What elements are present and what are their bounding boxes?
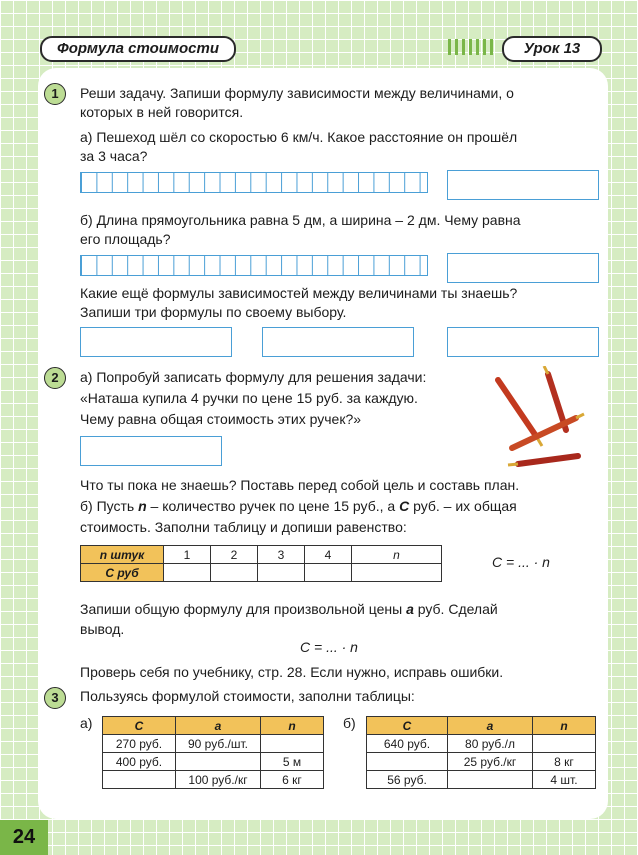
task1c-line2: Запиши три формулы по своему выбору.	[80, 304, 347, 320]
table-cell[interactable]	[176, 753, 261, 771]
table-row	[103, 717, 324, 735]
table-cell[interactable]	[211, 564, 258, 582]
table-cell: 8 кг	[533, 753, 596, 771]
table-row	[367, 753, 596, 771]
table-row	[81, 564, 442, 582]
table-cell: 100 руб./кг	[176, 771, 261, 789]
table-cell[interactable]	[103, 771, 176, 789]
task2-general-line2: вывод.	[80, 621, 125, 637]
table-cell[interactable]	[305, 564, 352, 582]
task1b-answer-cells[interactable]	[80, 255, 428, 276]
table-cell: 270 руб.	[103, 735, 176, 753]
task3-text: Пользуясь формулой стоимости, заполни таблицы:	[80, 688, 415, 704]
task2-line2: «Наташа купила 4 ручки по цене 15 руб. за каждую.	[80, 390, 418, 406]
table-cell: 4 шт.	[533, 771, 596, 789]
table-row	[103, 753, 324, 771]
table-cell: 2	[211, 546, 258, 564]
table-cell: 5 м	[261, 753, 324, 771]
task2-table	[80, 545, 442, 582]
table-cell: 4	[305, 546, 352, 564]
task3-number: 3	[44, 687, 66, 709]
task3b-table	[366, 716, 596, 789]
task1-line2: которых в ней говорится.	[80, 104, 244, 120]
table-row-label: n штук	[81, 546, 164, 564]
table-header: n	[533, 717, 596, 735]
task2-line1: а) Попробуй записать формулу для решения задачи:	[80, 369, 427, 385]
pen-icon	[508, 456, 578, 465]
task2-line3: Чему равна общая стоимость этих ручек?»	[80, 411, 362, 427]
lesson-badge: Урок 13	[502, 36, 602, 62]
task3a-label: а)	[80, 715, 93, 731]
table-row	[367, 771, 596, 789]
task2b-line2: стоимость. Заполни таблицу и допиши равенство:	[80, 519, 407, 535]
task2a-answer-box[interactable]	[80, 436, 222, 466]
table-row	[81, 546, 442, 564]
table-cell[interactable]	[258, 564, 305, 582]
table-cell[interactable]	[352, 564, 442, 582]
table-cell: 640 руб.	[367, 735, 448, 753]
table-row	[367, 735, 596, 753]
task1b-line2: его площадь?	[80, 231, 171, 247]
task2-line4: Что ты пока не знаешь? Поставь перед собой цель и составь план.	[80, 477, 520, 493]
table-row-label: C руб	[81, 564, 164, 582]
table-cell: n	[352, 546, 442, 564]
table-row	[103, 771, 324, 789]
header-stripes	[448, 39, 496, 55]
table-cell[interactable]	[261, 735, 324, 753]
table-cell[interactable]	[533, 735, 596, 753]
task1b-line1: б) Длина прямоугольника равна 5 дм, а ширина – 2 дм. Чему равна	[80, 212, 521, 228]
task1-number: 1	[44, 83, 66, 105]
task2-number: 2	[44, 367, 66, 389]
task2-general-line1: Запиши общую формулу для произвольной цены a руб. Сделай	[80, 601, 498, 617]
table-header: C	[103, 717, 176, 735]
table-cell: 56 руб.	[367, 771, 448, 789]
task1a-line1: а) Пешеход шёл со скоростью 6 км/ч. Какое расстояние он прошёл	[80, 129, 518, 145]
table-header: C	[367, 717, 448, 735]
table-row	[367, 717, 596, 735]
task3b-label: б)	[343, 715, 356, 731]
formula-general: C = ... · n	[300, 639, 358, 655]
task2b-line1: б) Пусть n – количество ручек по цене 15 руб., а C руб. – их общая	[80, 498, 517, 514]
table-cell: 90 руб./шт.	[176, 735, 261, 753]
page-number: 24	[0, 820, 48, 855]
formula-c-equals: C = ... · n	[492, 554, 550, 570]
table-header: n	[261, 717, 324, 735]
table-cell: 80 руб./л	[448, 735, 533, 753]
table-cell: 1	[164, 546, 211, 564]
table-row	[103, 735, 324, 753]
table-cell: 25 руб./кг	[448, 753, 533, 771]
formula-box-1[interactable]	[80, 327, 232, 357]
table-cell: 6 кг	[261, 771, 324, 789]
task1c-line1: Какие ещё формулы зависимостей между величинами ты знаешь?	[80, 285, 518, 301]
table-cell[interactable]	[448, 771, 533, 789]
pens-illustration	[488, 366, 588, 472]
task1a-answer-cells[interactable]	[80, 172, 428, 193]
task3a-table	[102, 716, 324, 789]
table-cell: 400 руб.	[103, 753, 176, 771]
formula-box-3[interactable]	[447, 327, 599, 357]
pen-icon	[544, 366, 566, 430]
table-header: a	[448, 717, 533, 735]
formula-box-2[interactable]	[262, 327, 414, 357]
table-cell[interactable]	[164, 564, 211, 582]
page-title: Формула стоимости	[40, 36, 236, 62]
table-cell: 3	[258, 546, 305, 564]
table-cell[interactable]	[367, 753, 448, 771]
task1-line1: Реши задачу. Запиши формулу зависимости между величинами, о	[80, 85, 514, 101]
table-header: a	[176, 717, 261, 735]
task1a-line2: за 3 часа?	[80, 148, 148, 164]
task1b-answer-box[interactable]	[447, 253, 599, 283]
task2-check: Проверь себя по учебнику, стр. 28. Если нужно, исправь ошибки.	[80, 664, 504, 680]
task1a-answer-box[interactable]	[447, 170, 599, 200]
